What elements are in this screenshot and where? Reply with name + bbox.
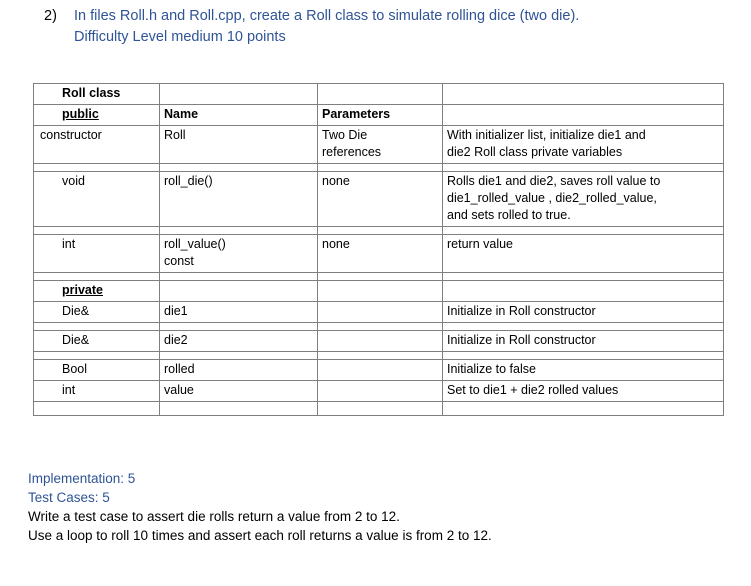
table-row — [34, 126, 724, 164]
spacer-row — [34, 227, 724, 235]
test-cases-points: Test Cases: 5 — [28, 490, 110, 505]
row-params: none — [318, 235, 443, 273]
spacer-row — [34, 273, 724, 281]
grading-footer — [28, 469, 492, 545]
table-row — [34, 360, 724, 381]
col-name-header: Name — [160, 105, 318, 126]
row-type: Die& — [34, 331, 160, 352]
row-name: roll_die() — [160, 172, 318, 227]
table-header-row — [34, 105, 724, 126]
header-line-1 — [44, 6, 579, 27]
row-type: Bool — [34, 360, 160, 381]
row-params: none — [318, 172, 443, 227]
row-desc: With initializer list, initialize die1 and die2 Roll class private variables — [443, 126, 724, 164]
table-title-row — [34, 84, 724, 105]
row-name: roll_value() const — [160, 235, 318, 273]
row-type: int — [34, 235, 160, 273]
spacer-row — [34, 164, 724, 172]
row-type: Die& — [34, 302, 160, 323]
row-type: int — [34, 381, 160, 402]
row-name: die1 — [160, 302, 318, 323]
public-label: public — [34, 105, 160, 126]
row-type: void — [34, 172, 160, 227]
question-number: 2) — [44, 8, 57, 24]
row-desc: Initialize to false — [443, 360, 724, 381]
row-name: value — [160, 381, 318, 402]
row-desc: return value — [443, 235, 724, 273]
row-name: rolled — [160, 360, 318, 381]
table-row — [34, 302, 724, 323]
spacer-row — [34, 323, 724, 331]
col-params-header: Parameters — [318, 105, 443, 126]
spacer-row — [34, 352, 724, 360]
table-row — [34, 381, 724, 402]
class-label: Roll class — [34, 84, 160, 105]
assignment-header — [44, 6, 579, 48]
table-row — [34, 172, 724, 227]
test-instruction-2: Use a loop to roll 10 times and assert each roll returns a value is from 2 to 12. — [28, 528, 492, 543]
implementation-points: Implementation: 5 — [28, 471, 136, 486]
spacer-row — [34, 402, 724, 416]
row-desc: Initialize in Roll constructor — [443, 302, 724, 323]
table-row — [34, 235, 724, 273]
row-desc: Set to die1 + die2 rolled values — [443, 381, 724, 402]
row-desc: Initialize in Roll constructor — [443, 331, 724, 352]
test-instruction-1: Write a test case to assert die rolls return a value from 2 to 12. — [28, 509, 400, 524]
header-title: In files Roll.h and Roll.cpp, create a Roll class to simulate rolling dice (two die). — [74, 8, 580, 24]
private-header-row — [34, 281, 724, 302]
table-row — [34, 331, 724, 352]
row-name: Roll — [160, 126, 318, 164]
row-name: die2 — [160, 331, 318, 352]
roll-class-table — [33, 83, 724, 416]
row-type: constructor — [34, 126, 160, 164]
row-params: Two Die references — [318, 126, 443, 164]
difficulty-level: Difficulty Level medium 10 points — [74, 29, 286, 45]
row-desc: Rolls die1 and die2, saves roll value to die1_rolled_value , die2_rolled_value, and sets rolled to true. — [443, 172, 724, 227]
private-label: private — [34, 281, 160, 302]
